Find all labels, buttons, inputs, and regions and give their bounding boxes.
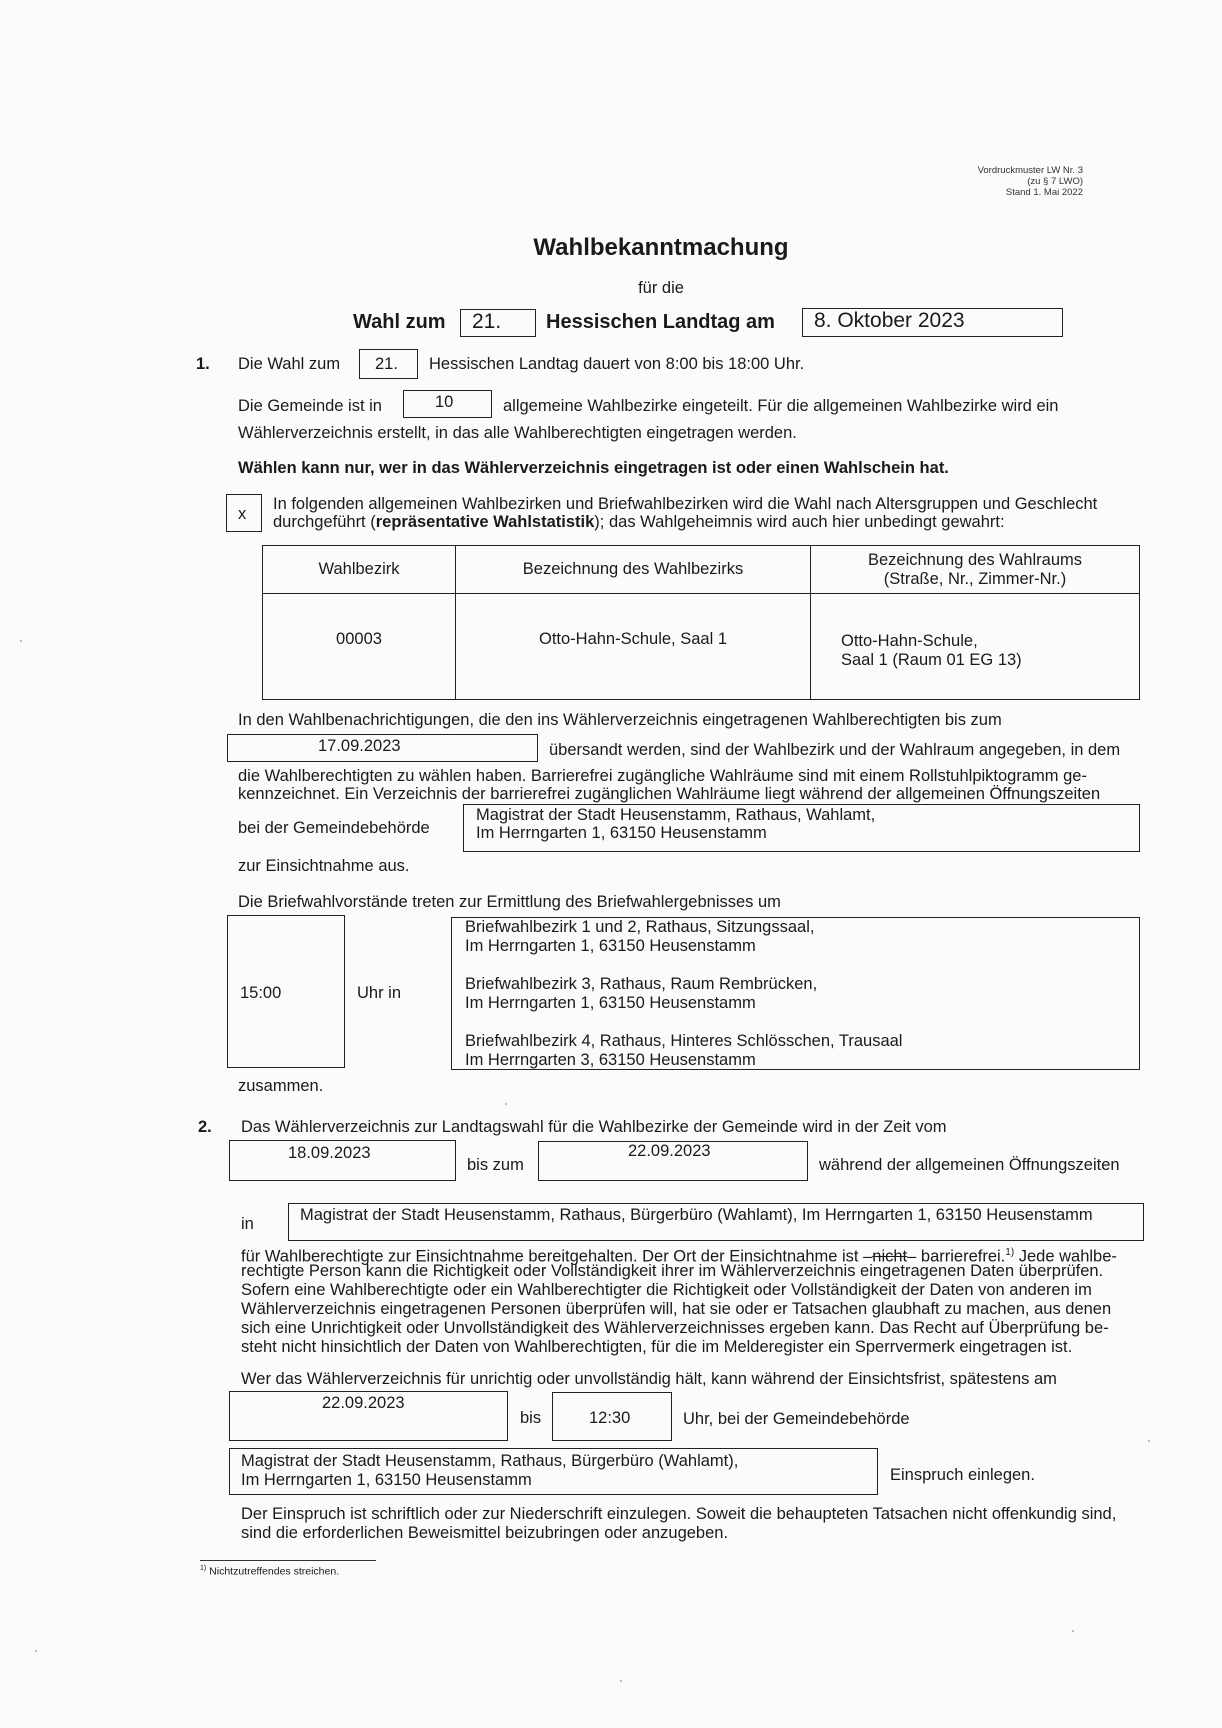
form-number: Vordruckmuster LW Nr. 3	[977, 165, 1083, 176]
postal-vote-time: 15:00	[240, 984, 282, 1002]
table-header-district: Wahlbezirk	[263, 546, 456, 594]
authority-line1: Magistrat der Stadt Heusenstamm, Rathaus, Wahlamt,	[476, 806, 876, 824]
s2-place: Magistrat der Stadt Heusenstamm, Rathaus, Bürgerbüro (Wahlamt), Im Herrngarten 1, 63150 Heusenstamm	[300, 1206, 1093, 1224]
statistics-text-line1: In folgenden allgemeinen Wahlbezirken und Briefwahlbezirken wird die Wahl nach Altersgruppen und Geschlecht	[273, 495, 1098, 513]
statistics-text-line2: durchgeführt (repräsentative Wahlstatistik); das Wahlgeheimnis wird auch hier unbedingt gewahrt:	[273, 513, 1005, 531]
s1-line1-box-value: 21.	[375, 355, 398, 373]
heading-date: 8. Oktober 2023	[814, 309, 965, 332]
notification-line4: kennzeichnet. Ein Verzeichnis der barrierefrei zugänglichen Wahlräume liegt während der allgemeinen Öffnungszeiten	[238, 785, 1101, 803]
objection-bis: bis	[520, 1409, 542, 1427]
districts-table	[262, 545, 1140, 700]
scan-speck	[1148, 1440, 1150, 1442]
s1-bold-line: Wählen kann nur, wer in das Wählerverzeichnis eingetragen ist oder einen Wahlschein hat.	[238, 459, 949, 477]
page-title: Wahlbekanntmachung	[533, 234, 789, 261]
objection-authority-line2: Im Herrngarten 1, 63150 Heusenstamm	[241, 1471, 532, 1489]
s1-line3: Wählerverzeichnis erstellt, in das alle Wahlberechtigten eingetragen werden.	[238, 424, 797, 442]
s1-line2-post: allgemeine Wahlbezirke eingeteilt. Für die allgemeinen Wahlbezirke wird ein	[503, 397, 1059, 415]
notification-line2: übersandt werden, sind der Wahlbezirk und der Wahlraum angegeben, in dem	[549, 741, 1121, 759]
section-2-number: 2.	[198, 1118, 212, 1136]
heading-number: 21.	[472, 310, 502, 333]
final-line2: sind die erforderlichen Beweismittel beizubringen oder anzugeben.	[241, 1524, 729, 1542]
s2-bis-zum: bis zum	[467, 1156, 524, 1174]
s1-line2-pre: Die Gemeinde ist in	[238, 397, 382, 415]
notification-date: 17.09.2023	[318, 737, 401, 755]
scan-speck	[35, 1650, 37, 1652]
form-version: Stand 1. Mai 2022	[1005, 187, 1083, 198]
postal-vote-place2-line1: Briefwahlbezirk 3, Rathaus, Raum Rembrücken,	[465, 975, 818, 993]
s2-line2-post: während der allgemeinen Öffnungszeiten	[819, 1156, 1120, 1174]
footnote-divider	[200, 1560, 376, 1561]
postal-vote-end: zusammen.	[238, 1077, 324, 1095]
section-1-number: 1.	[196, 355, 210, 373]
authority-line2: Im Herrngarten 1, 63150 Heusenstamm	[476, 824, 767, 842]
table-cell-district: 00003	[263, 594, 456, 700]
s1-line1-pre: Die Wahl zum	[238, 355, 341, 373]
postal-vote-place3-line1: Briefwahlbezirk 4, Rathaus, Hinteres Schlösschen, Trausaal	[465, 1032, 903, 1050]
table-row	[263, 594, 1140, 700]
postal-vote-place1-line2: Im Herrngarten 1, 63150 Heusenstamm	[465, 937, 756, 955]
objection-post2: Einspruch einlegen.	[890, 1466, 1035, 1484]
table-header-district-name: Bezeichnung des Wahlbezirks	[456, 546, 811, 594]
form-regulation: (zu § 7 LWO)	[1027, 176, 1083, 187]
s1-line2-box-value: 10	[435, 393, 454, 411]
s2-para-line5: sich eine Unrichtigkeit oder Unvollständigkeit des Wählerverzeichnisses ergeben kann. Das Recht auf Überprüfung be-	[241, 1319, 1109, 1337]
postal-vote-uhr-in: Uhr in	[357, 984, 402, 1002]
notification-line3: die Wahlberechtigten zu wählen haben. Barrierefrei zugängliche Wahlräume sind mit einem Rollstuhlpiktogramm ge-	[238, 767, 1087, 785]
statistics-checkbox-mark: x	[238, 505, 247, 523]
form-reference	[978, 165, 1083, 198]
postal-vote-place2-line2: Im Herrngarten 1, 63150 Heusenstamm	[465, 994, 756, 1012]
scan-speck	[620, 1680, 622, 1682]
objection-authority-line1: Magistrat der Stadt Heusenstamm, Rathaus, Bürgerbüro (Wahlamt),	[241, 1452, 739, 1470]
postal-vote-place3-line2: Im Herrngarten 3, 63150 Heusenstamm	[465, 1051, 756, 1069]
s2-para-line6: steht nicht hinsichtlich der Daten von Wahlberechtigten, für die im Melderegister ein Sperrvermerk eingetragen ist.	[241, 1338, 1073, 1356]
table-cell-room: Otto-Hahn-Schule, Saal 1 (Raum 01 EG 13)	[811, 594, 1140, 700]
s2-line1: Das Wählerverzeichnis zur Landtagswahl für die Wahlbezirke der Gemeinde wird in der Zeit vom	[241, 1118, 947, 1136]
table-header-room: Bezeichnung des Wahlraums (Straße, Nr., Zimmer-Nr.)	[811, 546, 1140, 594]
s2-in: in	[241, 1215, 254, 1233]
final-line1: Der Einspruch ist schriftlich oder zur Niederschrift einzulegen. Soweit die behaupteten Tatsachen nicht offenkundig sind,	[241, 1505, 1117, 1523]
postal-vote-line1: Die Briefwahlvorstände treten zur Ermittlung des Briefwahlergebnisses um	[238, 893, 781, 911]
objection-date: 22.09.2023	[322, 1394, 405, 1412]
scan-speck	[505, 1103, 507, 1105]
notification-line1: In den Wahlbenachrichtigungen, die den ins Wählerverzeichnis eingetragenen Wahlberechtigten bis zum	[238, 711, 1002, 729]
notification-line5: bei der Gemeindebehörde	[238, 819, 430, 837]
objection-time: 12:30	[589, 1409, 631, 1427]
heading-middle: Hessischen Landtag am	[546, 311, 775, 333]
s2-para-line2: rechtigte Person kann die Richtigkeit oder Vollständigkeit ihrer im Wählerverzeichnis eingetragenen Daten überprüfen.	[241, 1262, 1104, 1280]
notification-line6: zur Einsichtnahme aus.	[238, 857, 410, 875]
heading-prefix: Wahl zum	[353, 311, 446, 333]
scan-speck	[20, 640, 22, 642]
scan-speck	[1072, 1630, 1074, 1632]
objection-line1: Wer das Wählerverzeichnis für unrichtig oder unvollständig hält, kann während der Einsichtsfrist, spätestens am	[241, 1370, 1057, 1388]
objection-post: Uhr, bei der Gemeindebehörde	[683, 1410, 910, 1428]
page-subtitle: für die	[638, 279, 684, 297]
s2-para-line4: Wählerverzeichnis eingetragenen Personen überprüfen will, hat sie oder er Tatsachen glaubhaft zu machen, aus denen	[241, 1300, 1112, 1318]
s2-para-line3: Sofern eine Wahlberechtigte oder ein Wahlberechtigter die Richtigkeit oder Vollständigkeit der Daten von anderen im	[241, 1281, 1092, 1299]
s2-para-line1: für Wahlberechtigte zur Einsichtnahme bereitgehalten. Der Ort der Einsichtnahme ist –nicht– barrierefrei.$^{1)}$ Jede wahlbe-	[241, 1247, 1117, 1266]
s1-line1-post: Hessischen Landtag dauert von 8:00 bis 18:00 Uhr.	[429, 355, 805, 373]
s2-to-date: 22.09.2023	[628, 1142, 711, 1160]
s2-from-date: 18.09.2023	[288, 1144, 371, 1162]
table-cell-district-name: Otto-Hahn-Schule, Saal 1	[456, 594, 811, 700]
postal-vote-place1-line1: Briefwahlbezirk 1 und 2, Rathaus, Sitzungssaal,	[465, 918, 815, 936]
footnote: $^{1)}$ Nichtzutreffendes streichen.	[200, 1565, 340, 1578]
